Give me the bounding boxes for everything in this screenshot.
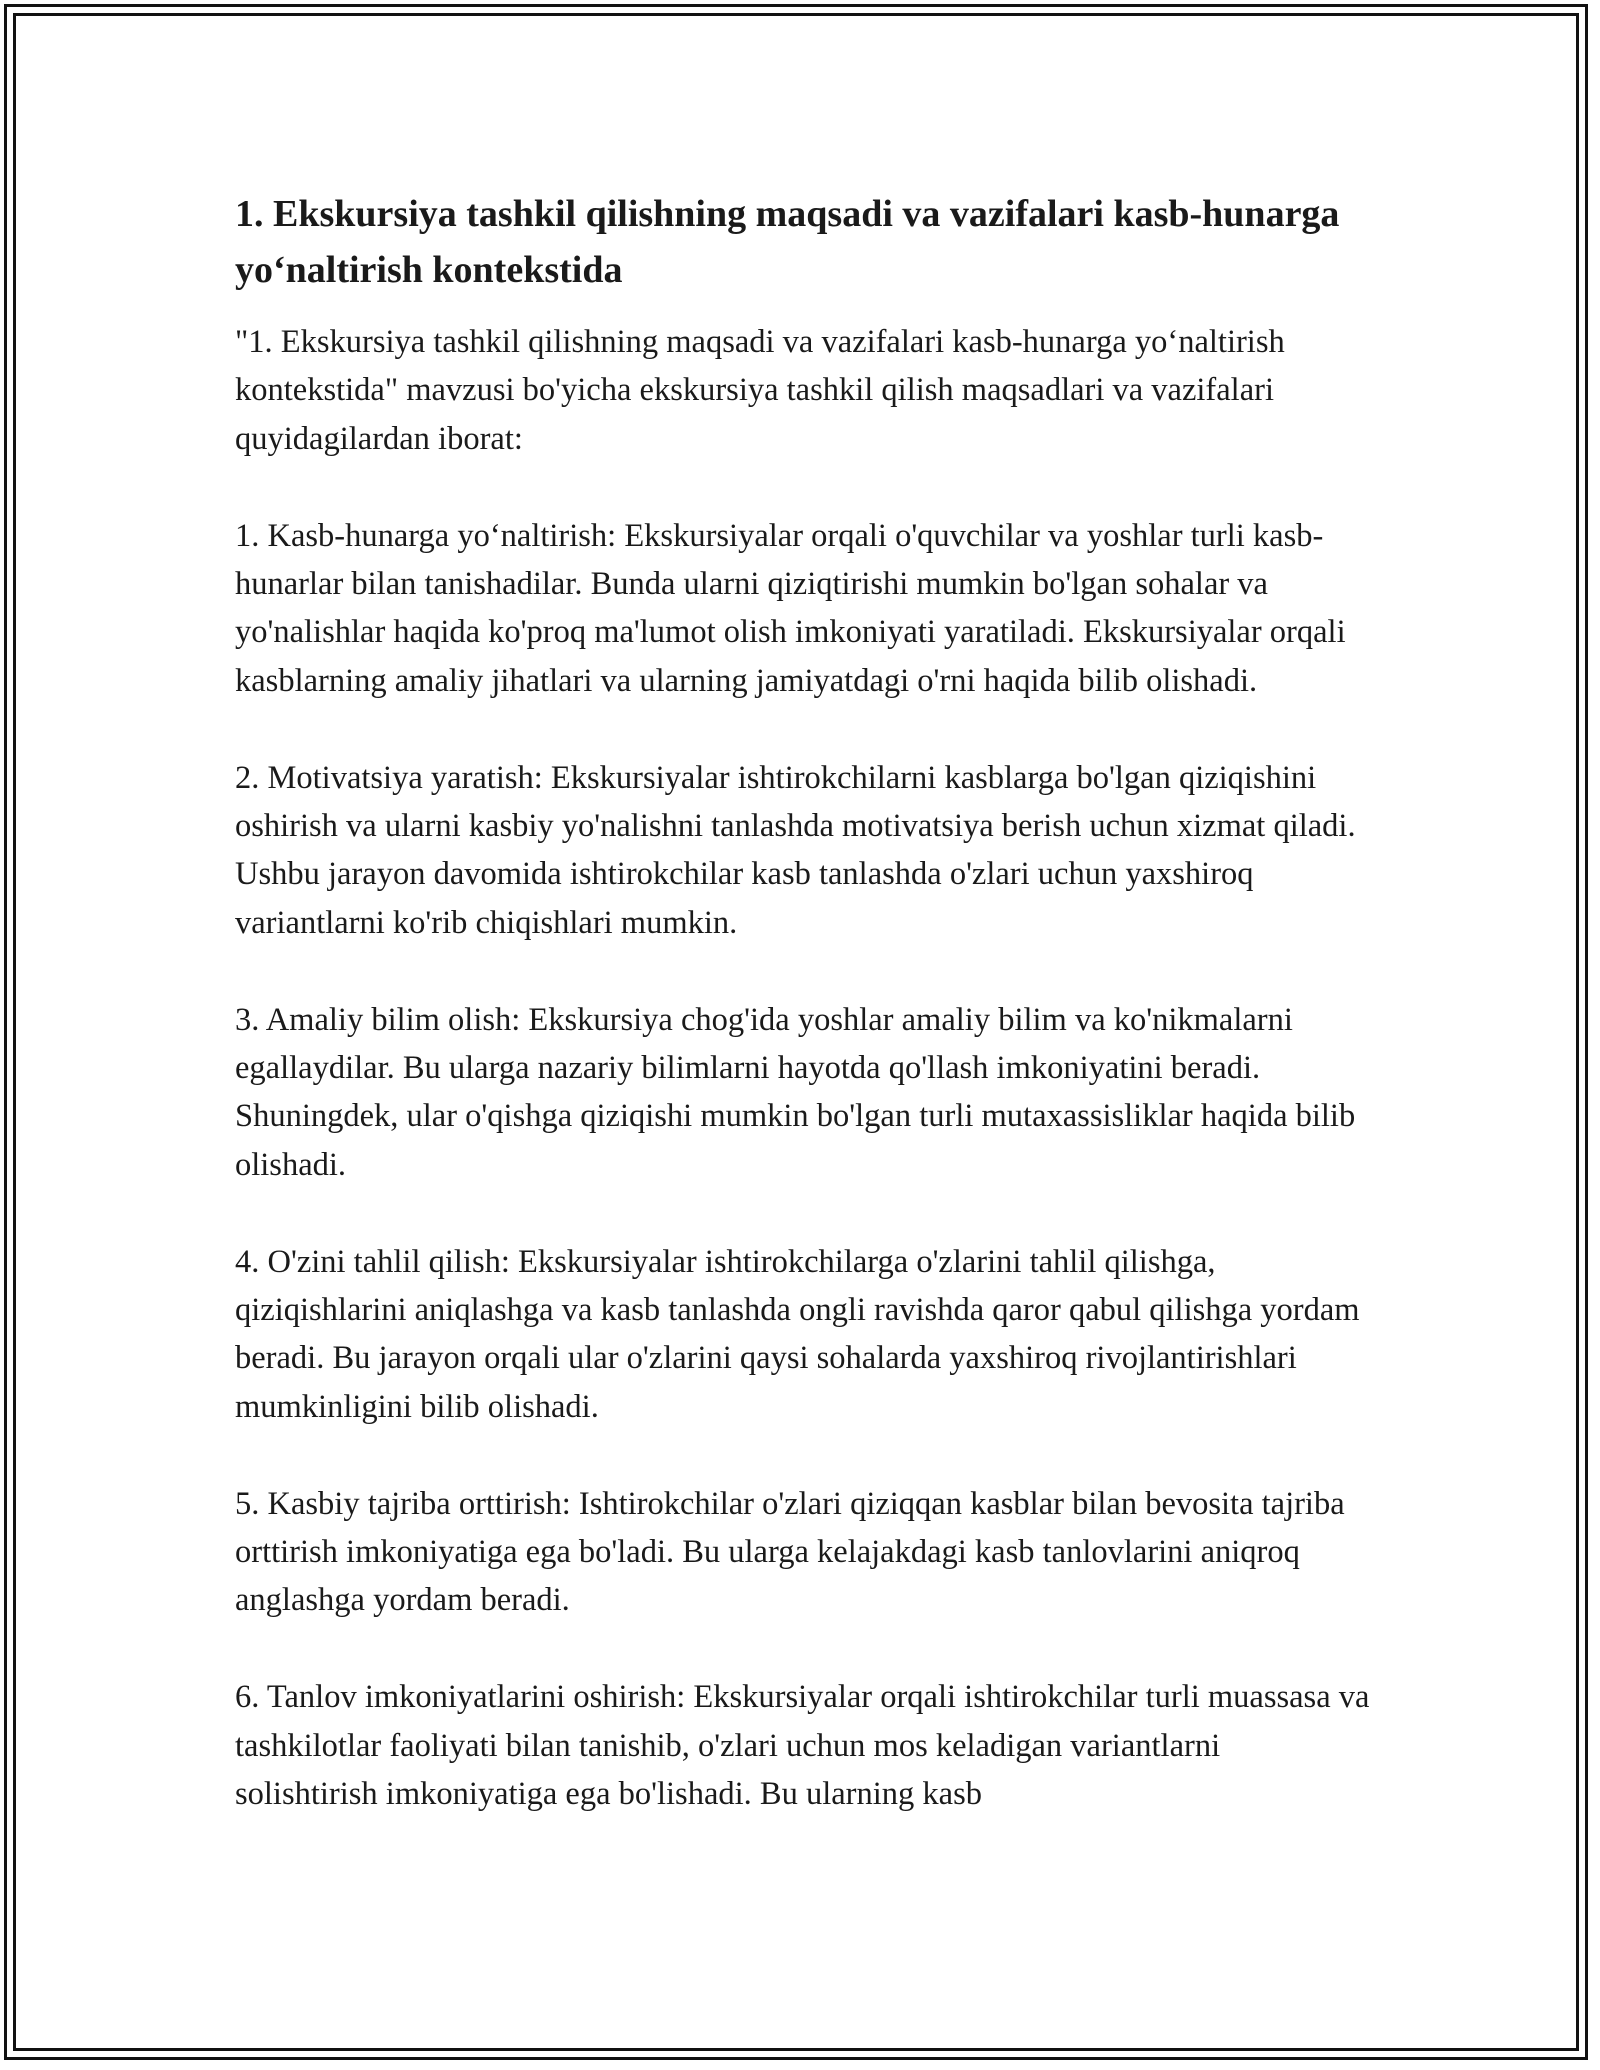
list-item-3: 3. Amaliy bilim olish: Ekskursiya chog'ida yoshlar amaliy bilim va ko'nikmalarni egallaydilar. Bu ularga nazariy bilimlarni hayotda qo'llash imkoniyatini beradi. Shuningdek, ular o'qishga qiziqishi mumkin bo'lgan turli mutaxassisliklar haqida bilib olishadi. [235,1001,1356,1183]
list-item-2: 2. Motivatsiya yaratish: Ekskursiyalar ishtirokchilarni kasblarga bo'lgan qiziqishini oshirish va ularni kasbiy yo'nalishni tanlashda motivatsiya berish uchun xizmat qiladi. Ushbu jarayon davomida ishtirokchilar kasb tanlashda o'zlari uchun yaxshiroq variantlarni ko'rib chiqishlari mumkin. [235,759,1356,941]
document-heading: 1. Ekskursiya tashkil qilishning maqsadi va vazifalari kasb-hunarga yo‘naltirish kontekstida [235,193,1340,291]
list-item-1: 1. Kasb-hunarga yo‘naltirish: Ekskursiyalar orqali o'quvchilar va yoshlar turli kasb-hunarlar bilan tanishadilar. Bunda ularni qiziqtirishi mumkin bo'lgan sohalar va yo'nalishlar haqida ko'proq ma'lumot olish imkoniyati yaratiladi. Ekskursiyalar orqali kasblarning amaliy jihatlari va ularning jamiyatdagi o'rni haqida bilib olishadi. [235,517,1346,699]
document-body [235,186,1370,1867]
list-item-6: 6. Tanlov imkoniyatlarini oshirish: Ekskursiyalar orqali ishtirokchilar turli muassasa va tashkilotlar faoliyati bilan tanishib, o'zlari uchun mos keladigan variantlarni solishtirish imkoniyatiga ega bo'lishadi. Bu ularning kasb [235,1679,1370,1813]
intro-paragraph: "1. Ekskursiya tashkil qilishning maqsadi va vazifalari kasb-hunarga yo‘naltirish kontekstida" mavzusi bo'yicha ekskursiya tashkil qilish maqsadlari va vazifalari quyidagilardan iborat: [235,324,1285,457]
list-item-5: 5. Kasbiy tajriba orttirish: Ishtirokchilar o'zlari qiziqqan kasblar bilan bevosita tajriba orttirish imkoniyatiga ega bo'ladi. Bu ularga kelajakdagi kasb tanlovlarini aniqroq anglashga yordam beradi. [235,1485,1345,1619]
list-item-4: 4. O'zini tahlil qilish: Ekskursiyalar ishtirokchilarga o'zlarini tahlil qilishga, qiziqishlarini aniqlashga va kasb tanlashda ongli ravishda qaror qabul qilishga yordam beradi. Bu jarayon orqali ular o'zlarini qaysi sohalarda yaxshiroq rivojlantirishlari mumkinligini bilib olishadi. [235,1243,1360,1425]
